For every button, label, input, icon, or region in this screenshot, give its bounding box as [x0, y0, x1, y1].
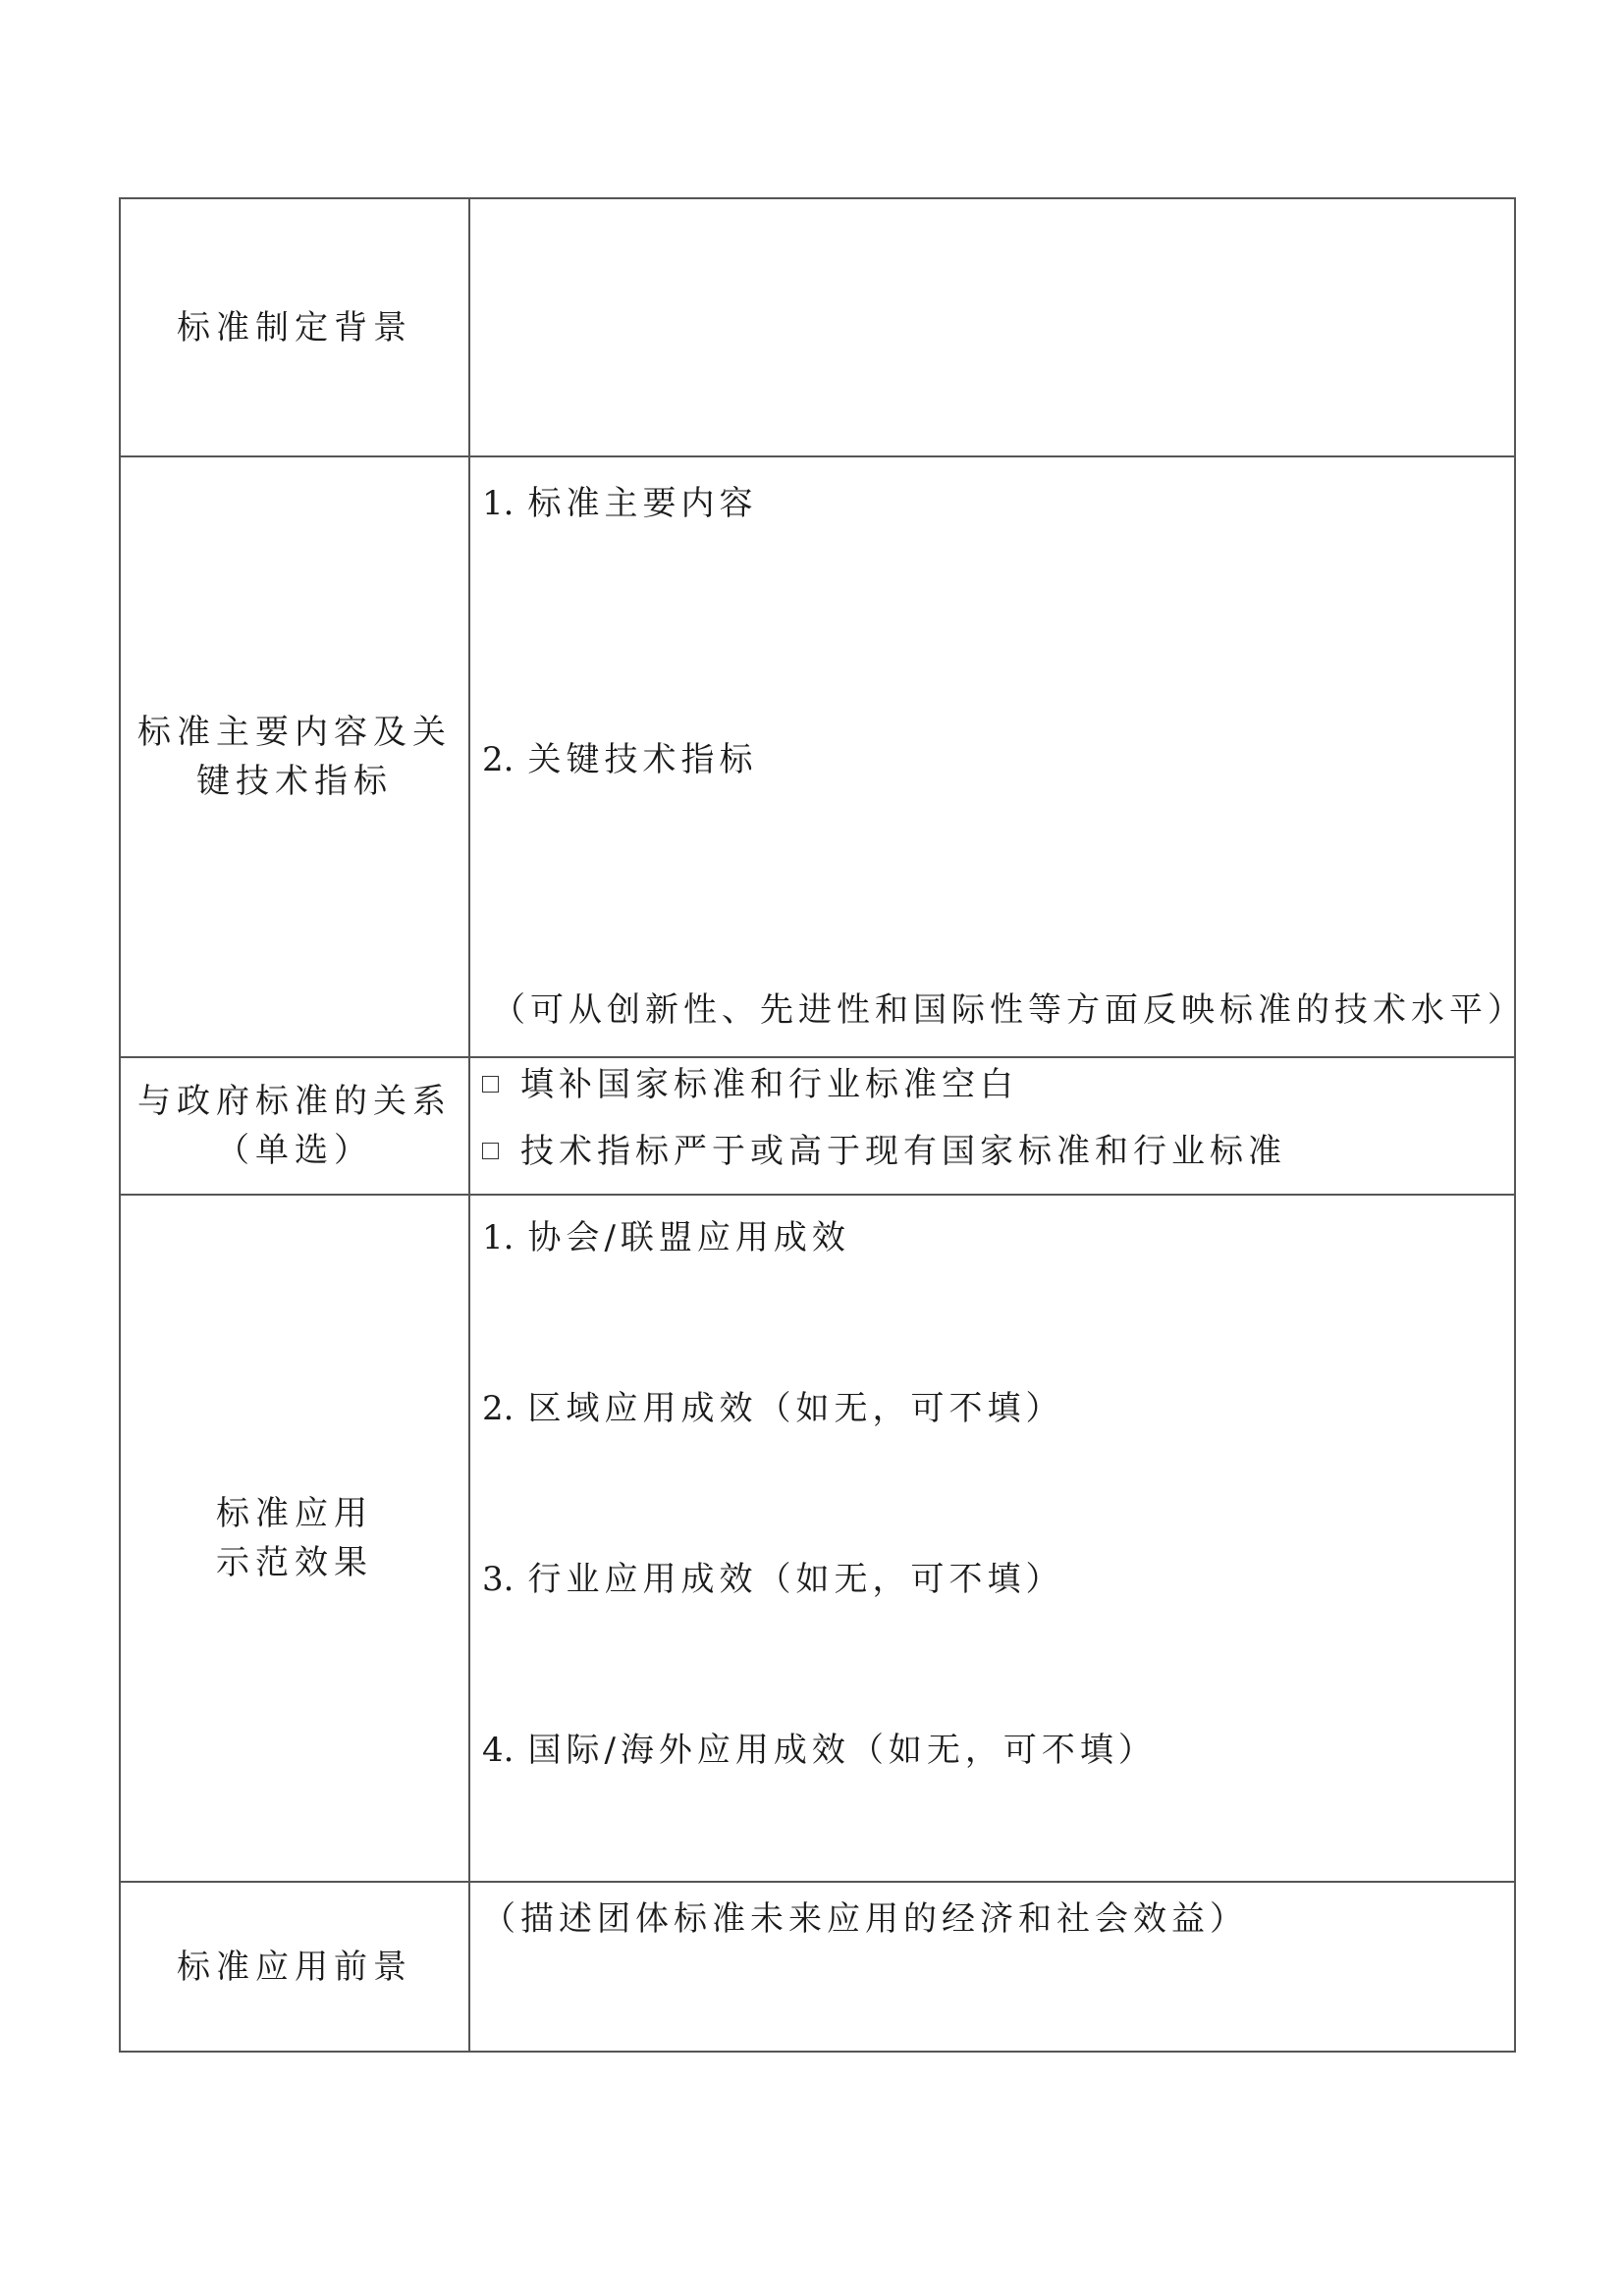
relation-option-1-text: 填补国家标准和行业标准空白: [520, 1065, 1018, 1104]
content-label-line2: 键技术指标: [196, 762, 393, 801]
checkbox-icon[interactable]: [482, 1076, 499, 1093]
content-item-2-number: 2.: [482, 740, 514, 779]
relation-option-2-text: 技术指标严于或高于现有国家标准和行业标准: [520, 1132, 1286, 1171]
checkbox-icon[interactable]: [482, 1143, 499, 1159]
content-content-cell[interactable]: [469, 456, 1526, 1057]
content-label-cell: [120, 456, 469, 1057]
relation-content-cell: [469, 1057, 1515, 1195]
relation-row: [120, 1057, 1515, 1195]
background-row: [120, 198, 1515, 456]
effect-row: [120, 1195, 1515, 1882]
content-item-2-text: 关键技术指标: [527, 740, 758, 779]
content-item-1: [482, 479, 757, 528]
background-label: 标准制定背景: [177, 307, 412, 347]
relation-label-cell: [120, 1057, 469, 1195]
relation-label-line1: 与政府标准的关系: [137, 1082, 452, 1121]
effect-item-4-number: 4.: [482, 1731, 514, 1770]
relation-option-2[interactable]: [482, 1127, 1286, 1176]
content-row: [120, 456, 1515, 1057]
background-label-cell: [120, 198, 469, 456]
effect-content-cell[interactable]: [469, 1195, 1515, 1882]
effect-item-4-text: 国际/海外应用成效（如无，可不填）: [527, 1731, 1157, 1770]
effect-item-1-text: 协会/联盟应用成效: [527, 1218, 850, 1257]
content-item-1-number: 1.: [482, 484, 514, 523]
content-label: [124, 708, 465, 806]
effect-item-3-number: 3.: [482, 1560, 514, 1599]
content-item-2: [482, 735, 757, 784]
effect-item-2: [482, 1384, 1063, 1433]
effect-item-2-number: 2.: [482, 1389, 514, 1428]
content-item-1-text: 标准主要内容: [527, 484, 758, 523]
prospect-row: [120, 1882, 1515, 2052]
effect-label: [202, 1489, 387, 1587]
relation-label-line2: （单选）: [216, 1131, 373, 1170]
effect-item-3-text: 行业应用成效（如无，可不填）: [527, 1560, 1064, 1599]
background-content-cell[interactable]: [469, 198, 1515, 456]
prospect-note: （描述团体标准未来应用的经济和社会效益）: [482, 1899, 1248, 1939]
application-form-table: [119, 197, 1526, 2053]
effect-item-3: [482, 1555, 1063, 1604]
prospect-label-cell: [120, 1882, 469, 2052]
prospect-label: 标准应用前景: [177, 1947, 412, 1987]
content-note: （可从创新性、先进性和国际性等方面反映标准的技术水平）: [492, 990, 1526, 1030]
relation-option-1[interactable]: [482, 1060, 1018, 1109]
content-label-line1: 标准主要内容及关: [137, 713, 452, 752]
effect-label-line1: 标准应用: [216, 1494, 373, 1533]
relation-label: [124, 1077, 465, 1175]
effect-label-cell: [120, 1195, 469, 1882]
effect-label-line2: 示范效果: [216, 1543, 373, 1582]
prospect-content-cell[interactable]: [469, 1882, 1515, 2052]
effect-item-2-text: 区域应用成效（如无，可不填）: [527, 1389, 1064, 1428]
effect-item-1-number: 1.: [482, 1218, 514, 1257]
effect-item-4: [482, 1726, 1157, 1775]
effect-item-1: [482, 1213, 850, 1262]
